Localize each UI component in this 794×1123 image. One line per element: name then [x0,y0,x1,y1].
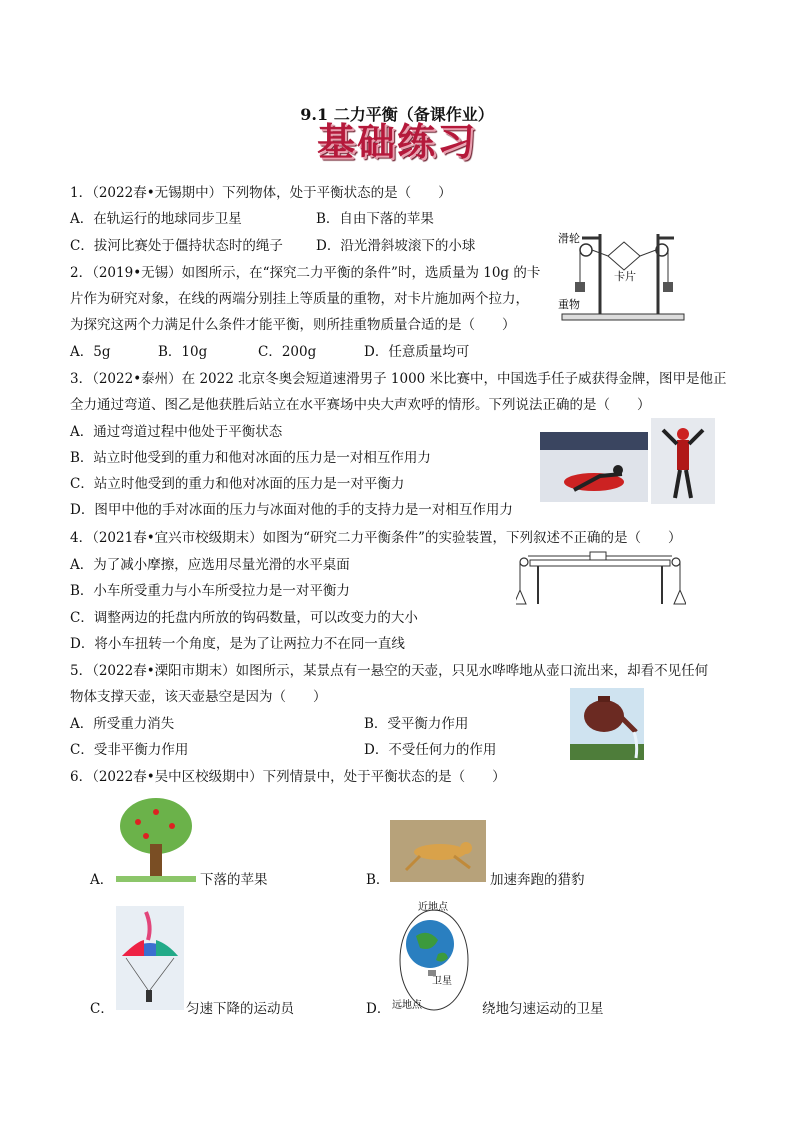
q3-stem-line2: 全力通过弯道、图乙是他获胜后站立在水平赛场中央大声欢呼的情形。下列说法正确的是（ ） [70,397,651,413]
q6-image-cheetah [390,820,486,882]
q2-fig-label-pulley: 滑轮 [558,232,580,245]
q6-option-d-text: 绕地匀速运动的卫星 [482,1001,604,1017]
q6-option-c-letter: C． [90,1001,114,1017]
q1-option-a: A．在轨运行的地球同步卫星 [70,211,242,227]
q2-stem-line1: 2．（2019•无锡）如图所示，在“探究二力平衡的条件”时，选质量为 10g 的卡 [70,265,541,281]
q5-photo-floating-teapot [570,688,644,760]
q2-option-c: C．200g [258,344,317,360]
q4-cart-apparatus-figure [516,546,686,608]
q1-option-c: C．拔河比赛处于僵持状态时的绳子 [70,238,283,254]
q2-apparatus-figure [556,226,692,332]
q3-option-a: A．通过弯道过程中他处于平衡状态 [70,424,283,440]
q2-stem-line3: 为探究这两个力满足什么条件才能平衡，则所挂重物质量合适的是（ ） [70,317,516,333]
q6-fig-label-perigee: 近地点 [418,902,448,913]
q6-fig-label-satellite: 卫星 [432,976,452,987]
q6-image-satellite-orbit [388,900,480,1016]
q6-option-d-letter: D． [366,1001,391,1017]
q1-stem: 1．（2022春•无锡期中）下列物体，处于平衡状态的是（ ） [70,185,452,201]
q5-option-c: C．受非平衡力作用 [70,742,189,758]
q4-option-c: C．调整两边的托盘内所放的钩码数量，可以改变力的大小 [70,610,418,626]
q3-photo-skater-standing [651,418,715,504]
q3-option-b: B．站立时他受到的重力和他对冰面的压力是一对相互作用力 [70,450,431,466]
q5-stem-line1: 5．（2022春•溧阳市期末）如图所示，某景点有一悬空的天壶，只见水哗哗地从壶口流出来，却看不见任何 [70,663,709,679]
q6-image-apple-tree [116,796,196,882]
q6-option-b-letter: B． [366,872,390,888]
q6-stem: 6．（2022春•吴中区校级期中）下列情景中，处于平衡状态的是（ ） [70,769,506,785]
q2-option-b: B．10g [158,344,208,360]
q6-option-a-text: 下落的苹果 [200,872,268,888]
q6-option-b-text: 加速奔跑的猎豹 [490,872,585,888]
q2-stem-line2: 片作为研究对象，在线的两端分别挂上等质量的重物，对卡片施加两个拉力， [70,291,529,307]
q2-fig-label-card: 卡片 [614,270,636,283]
q3-option-c: C．站立时他受到的重力和他对冰面的压力是一对平衡力 [70,476,405,492]
q6-fig-label-apogee: 远地点 [392,1000,422,1011]
q5-option-b: B．受平衡力作用 [364,716,469,732]
q6-option-a-letter: A． [90,872,114,888]
q3-option-d: D．图甲中他的手对冰面的压力与冰面对他的手的支持力是一对相互作用力 [70,502,513,518]
q2-fig-label-weight: 重物 [558,298,580,311]
q5-option-d: D．不受任何力的作用 [364,742,497,758]
page-title: 9.1 二力平衡（备课作业） [300,105,494,124]
q3-photo-skater-curve [540,432,648,502]
q4-stem: 4．（2021春•宜兴市校级期末）如图为“研究二力平衡条件”的实验装置，下列叙述不正确的是（ ） [70,530,682,546]
q3-stem-line1: 3．（2022•泰州）在 2022 北京冬奥会短道速滑男子 1000 米比赛中，中国选手任子威获得金牌，图甲是他正 [70,371,727,387]
q4-option-a: A．为了减小摩擦，应选用尽量光滑的水平桌面 [70,557,350,573]
section-banner: 基础练习 [316,119,477,164]
q6-image-parachutist [116,906,184,1010]
q5-stem-line2: 物体支撑天壶，该天壶悬空是因为（ ） [70,689,327,705]
q6-option-c-text: 匀速下降的运动员 [186,1001,294,1017]
q5-option-a: A．所受重力消失 [70,716,175,732]
q4-option-d: D．将小车扭转一个角度，是为了让两拉力不在同一直线 [70,636,405,652]
q4-option-b: B．小车所受重力与小车所受拉力是一对平衡力 [70,583,350,599]
q2-option-a: A．5g [70,344,111,360]
q2-option-d: D．任意质量均可 [364,344,470,360]
q1-option-d: D．沿光滑斜坡滚下的小球 [316,238,476,254]
q1-option-b: B．自由下落的苹果 [316,211,434,227]
